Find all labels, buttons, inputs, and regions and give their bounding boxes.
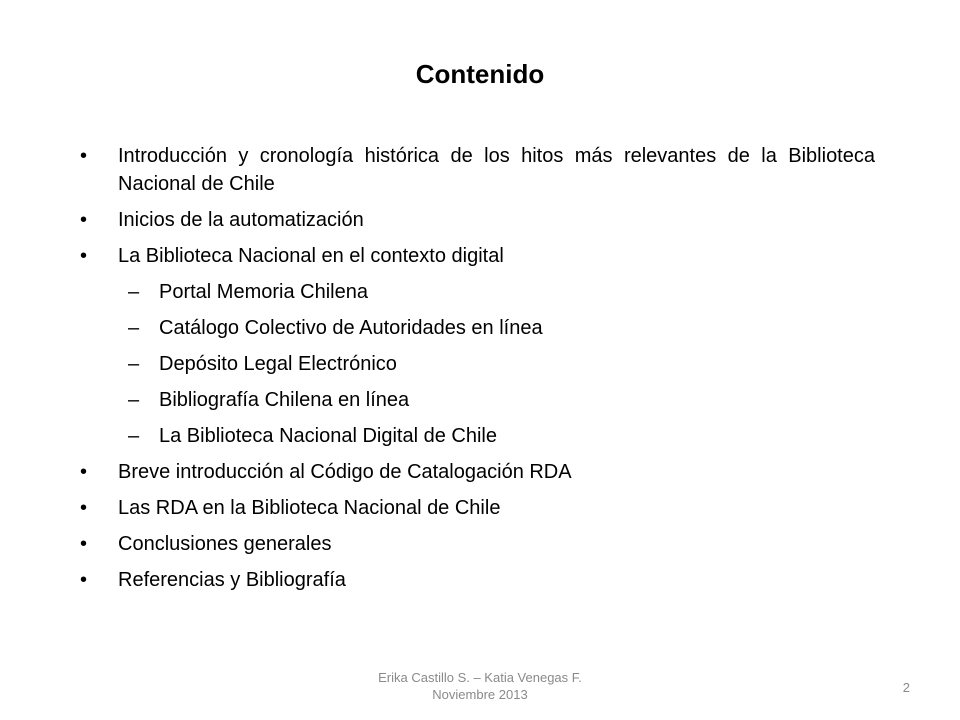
dash-icon: –	[128, 425, 140, 447]
list-item	[80, 242, 875, 270]
content-list	[80, 142, 875, 602]
sub-list-item	[80, 314, 875, 342]
bullet-icon: •	[80, 533, 88, 555]
footer	[300, 669, 660, 703]
list-item-text: Breve introducción al Código de Catalogación RDA	[118, 461, 572, 483]
list-item-text: La Biblioteca Nacional en el contexto digital	[118, 245, 504, 267]
sub-list-item	[80, 422, 875, 450]
bullet-icon: •	[80, 461, 88, 483]
bullet-icon: •	[80, 145, 88, 167]
list-item-text: Introducción y cronología histórica de los hitos más relevantes de la Biblioteca Nacional de Chile	[118, 145, 875, 195]
list-item	[80, 566, 875, 594]
list-item	[80, 530, 875, 558]
list-item-text: Las RDA en la Biblioteca Nacional de Chile	[118, 497, 501, 519]
list-item-text: Inicios de la automatización	[118, 209, 364, 231]
footer-date: Noviembre 2013	[432, 687, 528, 702]
dash-icon: –	[128, 353, 140, 375]
bullet-icon: •	[80, 245, 88, 267]
list-item	[80, 142, 875, 198]
list-item-text: Conclusiones generales	[118, 533, 332, 555]
sub-list-item-text: Catálogo Colectivo de Autoridades en línea	[159, 317, 543, 339]
sub-list-item-text: Bibliografía Chilena en línea	[159, 389, 410, 411]
bullet-icon: •	[80, 497, 88, 519]
list-item-text: Referencias y Bibliografía	[118, 569, 346, 591]
page-number: 2	[902, 680, 910, 695]
list-item	[80, 206, 875, 234]
list-item	[80, 494, 875, 522]
list-item	[80, 458, 875, 486]
dash-icon: –	[128, 389, 140, 411]
sub-list-item	[80, 278, 875, 306]
bullet-icon: •	[80, 209, 88, 231]
bullet-icon: •	[80, 569, 88, 591]
dash-icon: –	[128, 317, 140, 339]
sub-list-item-text: Depósito Legal Electrónico	[159, 353, 397, 375]
slide-title: Contenido	[415, 59, 545, 89]
sub-list-item-text: La Biblioteca Nacional Digital de Chile	[159, 425, 497, 447]
sub-list-item-text: Portal Memoria Chilena	[159, 281, 368, 303]
sub-list-item	[80, 386, 875, 414]
dash-icon: –	[128, 281, 140, 303]
footer-authors: Erika Castillo S. – Katia Venegas F.	[378, 670, 582, 685]
sub-list-item	[80, 350, 875, 378]
